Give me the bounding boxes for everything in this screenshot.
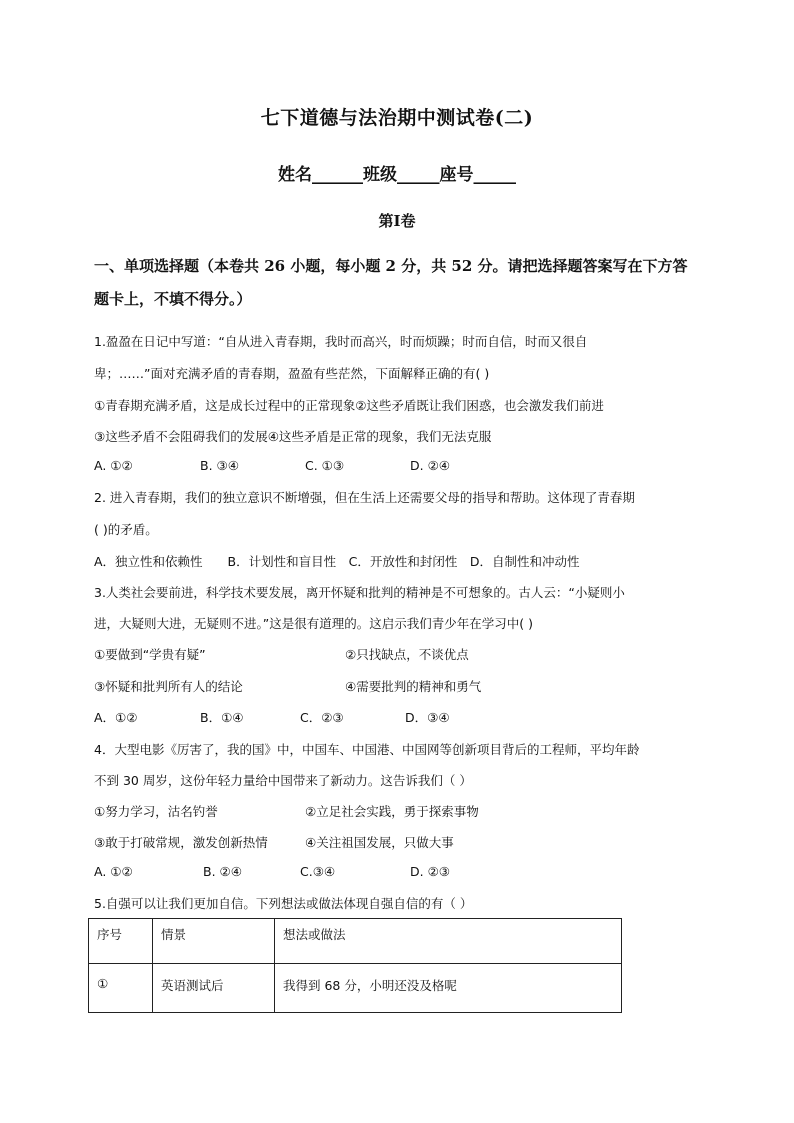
q4-option-a: A. ①② [94, 864, 133, 879]
q3-statement-1: ①要做到“学贵有疑” [94, 647, 206, 662]
q1-option-d: D. ②④ [410, 458, 450, 473]
page-title: 七下道德与法治期中测试卷(二) [260, 107, 534, 129]
q2-text-1: 2. 进入青春期，我们的独立意识不断增强，但在生活上还需要父母的指导和帮助。这体现了青春期 [94, 490, 635, 505]
q1-text-1: 1.盈盈在日记中写道：“自从进入青春期，我时而高兴，时而烦躁；时而自信，时而又很自 [94, 334, 588, 349]
q4-text-1: 4．大型电影《厉害了，我的国》中，中国车、中国港、中国网等创新项目背后的工程师，平均年龄 [94, 742, 640, 757]
table-cell: ① [89, 964, 153, 1013]
q4-statement-4: ④关注祖国发展，只做大事 [305, 835, 454, 850]
table-cell: 我得到 68 分，小明还没及格呢 [275, 964, 622, 1013]
q2-options: A．独立性和依赖性 B．计划性和盲目性 C．开放性和封闭性 D．自制性和冲动性 [94, 554, 580, 569]
table-row [89, 964, 622, 1013]
q4-option-d: D. ②③ [410, 864, 450, 879]
q1-text-2: 卑；……”面对充满矛盾的青春期，盈盈有些茫然，下面解释正确的有( ) [94, 366, 490, 381]
instructions-line-1: 一、单项选择题（本卷共 26 小题，每小题 2 分，共 52 分。请把选择题答案写在下方答 [94, 257, 688, 275]
student-info-line: 姓名______班级_____座号_____ [278, 165, 516, 185]
q3-statement-2: ②只找缺点，不谈优点 [345, 647, 469, 662]
table-header-cell: 情景 [153, 919, 275, 964]
q1-statement-2: ③这些矛盾不会阻碍我们的发展④这些矛盾是正常的现象，我们无法克服 [94, 429, 492, 444]
q2-text-2: ( )的矛盾。 [94, 522, 158, 537]
q3-option-c: C．②③ [300, 710, 344, 725]
q4-text-2: 不到 30 周岁，这份年轻力量给中国带来了新动力。这告诉我们（ ） [94, 773, 472, 788]
q3-text-1: 3.人类社会要前进，科学技术要发展，离开怀疑和批判的精神是不可想象的。古人云：“小疑则小 [94, 585, 625, 600]
q5-table [88, 918, 622, 1013]
q3-text-2: 进，大疑则大进，无疑则不进。”这是很有道理的。这启示我们青少年在学习中( ) [94, 616, 533, 631]
q3-option-a: A．①② [94, 710, 138, 725]
q1-option-c: C. ①③ [305, 458, 345, 473]
q3-statement-3: ③怀疑和批判所有人的结论 [94, 679, 243, 694]
q3-option-d: D．③④ [405, 710, 450, 725]
q4-statement-3: ③敢于打破常规，激发创新热情 [94, 835, 268, 850]
q4-statement-1: ①努力学习，沽名钓誉 [94, 804, 218, 819]
q1-option-a: A. ①② [94, 458, 133, 473]
table-header-cell: 序号 [89, 919, 153, 964]
q5-text-1: 5.自强可以让我们更加自信。下列想法或做法体现自强自信的有（ ） [94, 896, 473, 911]
q4-statement-2: ②立足社会实践，勇于探索事物 [305, 804, 479, 819]
q4-option-c: C.③④ [300, 864, 336, 879]
q3-option-b: B．①④ [200, 710, 244, 725]
table-header-row [89, 919, 622, 964]
table-cell: 英语测试后 [153, 964, 275, 1013]
table-header-cell: 想法或做法 [275, 919, 622, 964]
instructions-line-2: 题卡上，不填不得分。） [94, 290, 252, 308]
q4-option-b: B. ②④ [203, 864, 242, 879]
q1-option-b: B. ③④ [200, 458, 239, 473]
q1-statement-1: ①青春期充满矛盾，这是成长过程中的正常现象②这些矛盾既让我们困惑，也会激发我们前进 [94, 398, 604, 413]
section-title: 第Ⅰ卷 [378, 212, 416, 230]
q3-statement-4: ④需要批判的精神和勇气 [345, 679, 482, 694]
